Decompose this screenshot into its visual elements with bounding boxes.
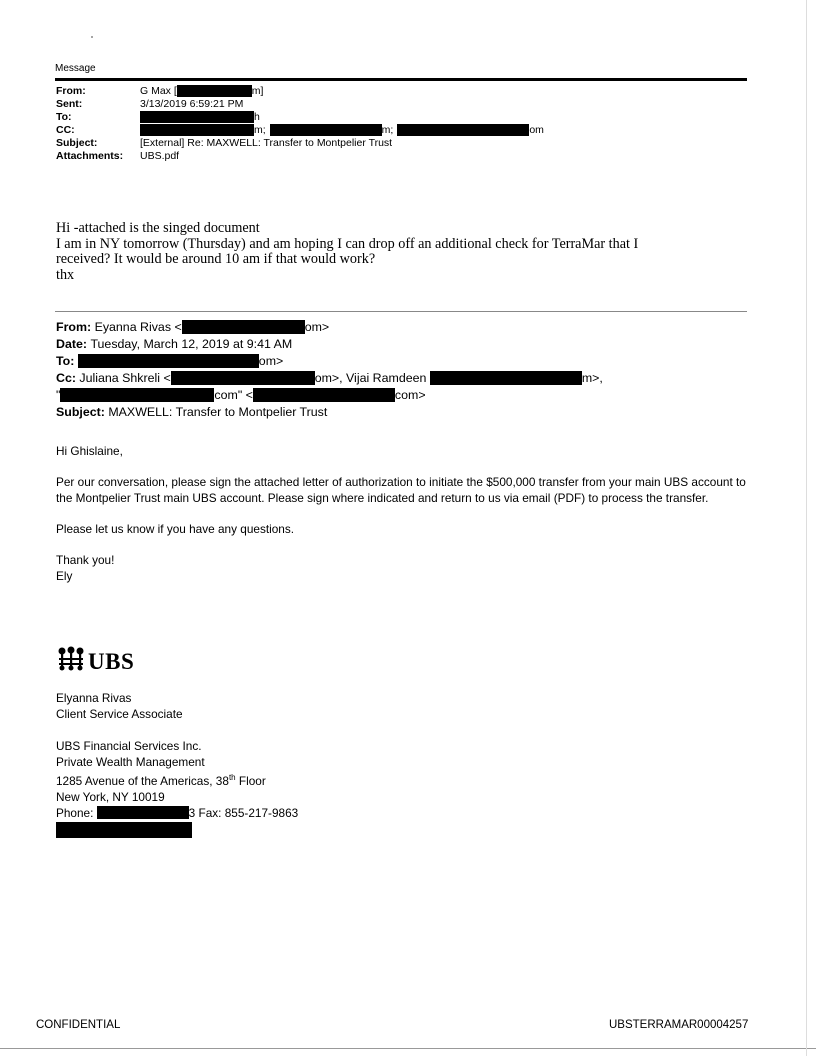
quoted-cc2-row (56, 386, 603, 403)
header-cc-row (56, 123, 544, 136)
message-label: Message (55, 63, 96, 74)
right-edge-rule (806, 0, 807, 1056)
quoted-header (56, 318, 603, 420)
cc-seg2: m; (381, 123, 394, 136)
closing: Thank you! (56, 553, 115, 567)
body-paragraph: Per our conversation, please sign the attached letter of authorization to initiate the $500,000 transfer from your main UBS account to the Montpelier Trust main UBS account. Please sign where indicated and return to us via email (PDF) to process the transfer. (56, 475, 746, 505)
quoted-cc-value: com> (394, 387, 426, 402)
quoted-from-value: Eyanna Rivas < (94, 319, 182, 334)
subject-label: Subject: (56, 136, 98, 149)
redaction (253, 388, 395, 402)
sent-label: Sent: (56, 97, 83, 110)
quoted-cc-row (56, 369, 603, 386)
attachments-label: Attachments: (56, 149, 124, 162)
redaction (60, 388, 214, 402)
sig-company: UBS Financial Services Inc. (56, 739, 202, 753)
redaction (177, 85, 252, 97)
phone-label: Phone: (56, 805, 94, 820)
quoted-to-row (56, 352, 603, 369)
ubs-keys-icon (56, 645, 86, 678)
sig-address: 1285 Avenue of the Americas, 38th Floor (56, 773, 266, 788)
header-rule (55, 78, 747, 81)
bates-number: UBSTERRAMAR00004257 (609, 1019, 749, 1031)
greeting: Hi Ghislaine, (56, 444, 123, 458)
reply-line: thx (56, 266, 75, 283)
redaction (78, 354, 259, 368)
redaction (397, 124, 529, 136)
reply-line: I am in NY tomorrow (Thursday) and am hoping I can drop off an additional check for TerraMar that I (56, 235, 639, 252)
quoted-cc-value: Juliana Shkreli < (79, 370, 171, 385)
sig-division: Private Wealth Management (56, 755, 205, 769)
quoted-subject-label: Subject: (56, 404, 105, 419)
quoted-cc-value: " (56, 387, 61, 402)
quoted-body (56, 443, 756, 584)
to-value-end: h (254, 110, 260, 123)
redaction (430, 371, 582, 385)
quote-divider (55, 311, 747, 312)
redaction (56, 822, 192, 838)
header-sent-row (56, 97, 544, 110)
phone-tail: 3 (188, 805, 196, 820)
quoted-date-row (56, 335, 603, 352)
bottom-rule (0, 1048, 816, 1049)
message-header (56, 84, 544, 162)
redaction (140, 124, 254, 136)
reply-body (56, 221, 756, 283)
from-label: From: (56, 84, 86, 97)
redaction (140, 111, 254, 123)
quoted-from-row (56, 318, 603, 335)
fax-number: Fax: 855-217-9863 (198, 805, 299, 820)
sig-city: New York, NY 10019 (56, 789, 165, 804)
quoted-from-end: om> (304, 319, 330, 334)
cc-label: CC: (56, 123, 75, 136)
header-to-row (56, 110, 544, 123)
quoted-from-label: From: (56, 319, 92, 334)
confidential-label: CONFIDENTIAL (36, 1019, 121, 1031)
scan-speck (91, 36, 93, 38)
quoted-cc-value: om>, Vijai Ramdeen (314, 370, 427, 385)
redaction (171, 371, 315, 385)
quoted-subject-value: MAXWELL: Transfer to Montpelier Trust (108, 404, 328, 419)
quoted-cc-value: m>, (581, 370, 603, 385)
quoted-date-label: Date: (56, 336, 87, 351)
closing-name: Ely (56, 569, 73, 583)
subject-value: [External] Re: MAXWELL: Transfer to Montpelier Trust (140, 136, 393, 149)
ubs-logo (56, 645, 134, 678)
reply-line: received? It would be around 10 am if that would work? (56, 251, 376, 267)
quoted-date-value: Tuesday, March 12, 2019 at 9:41 AM (90, 336, 293, 351)
quoted-to-label: To: (56, 353, 75, 368)
ubs-logo-text: UBS (88, 648, 135, 674)
redaction (270, 124, 382, 136)
header-from-row (56, 84, 544, 97)
reply-line: Hi -attached is the singed document (56, 220, 260, 236)
redaction (182, 320, 305, 334)
body-paragraph: Please let us know if you have any questions. (56, 522, 295, 536)
to-label: To: (56, 110, 72, 123)
sent-value: 3/13/2019 6:59:21 PM (140, 97, 244, 110)
from-value: G Max [ (140, 84, 177, 97)
sig-name: Elyanna Rivas (56, 691, 132, 705)
cc-seg1: m; (254, 123, 266, 136)
signature-block (56, 690, 298, 838)
cc-seg3: om (529, 123, 544, 136)
quoted-cc-label: Cc: (56, 370, 76, 385)
from-value-end: m] (251, 84, 264, 97)
quoted-subject-row (56, 403, 603, 420)
quoted-cc-value: com" < (214, 387, 253, 402)
header-subject-row (56, 136, 544, 149)
sig-title: Client Service Associate (56, 707, 183, 721)
redaction (97, 806, 189, 819)
quoted-to-end: om> (258, 353, 284, 368)
header-attachments-row (56, 149, 544, 162)
sig-phone-row (56, 805, 298, 821)
attachment-file: UBS.pdf (140, 149, 180, 162)
